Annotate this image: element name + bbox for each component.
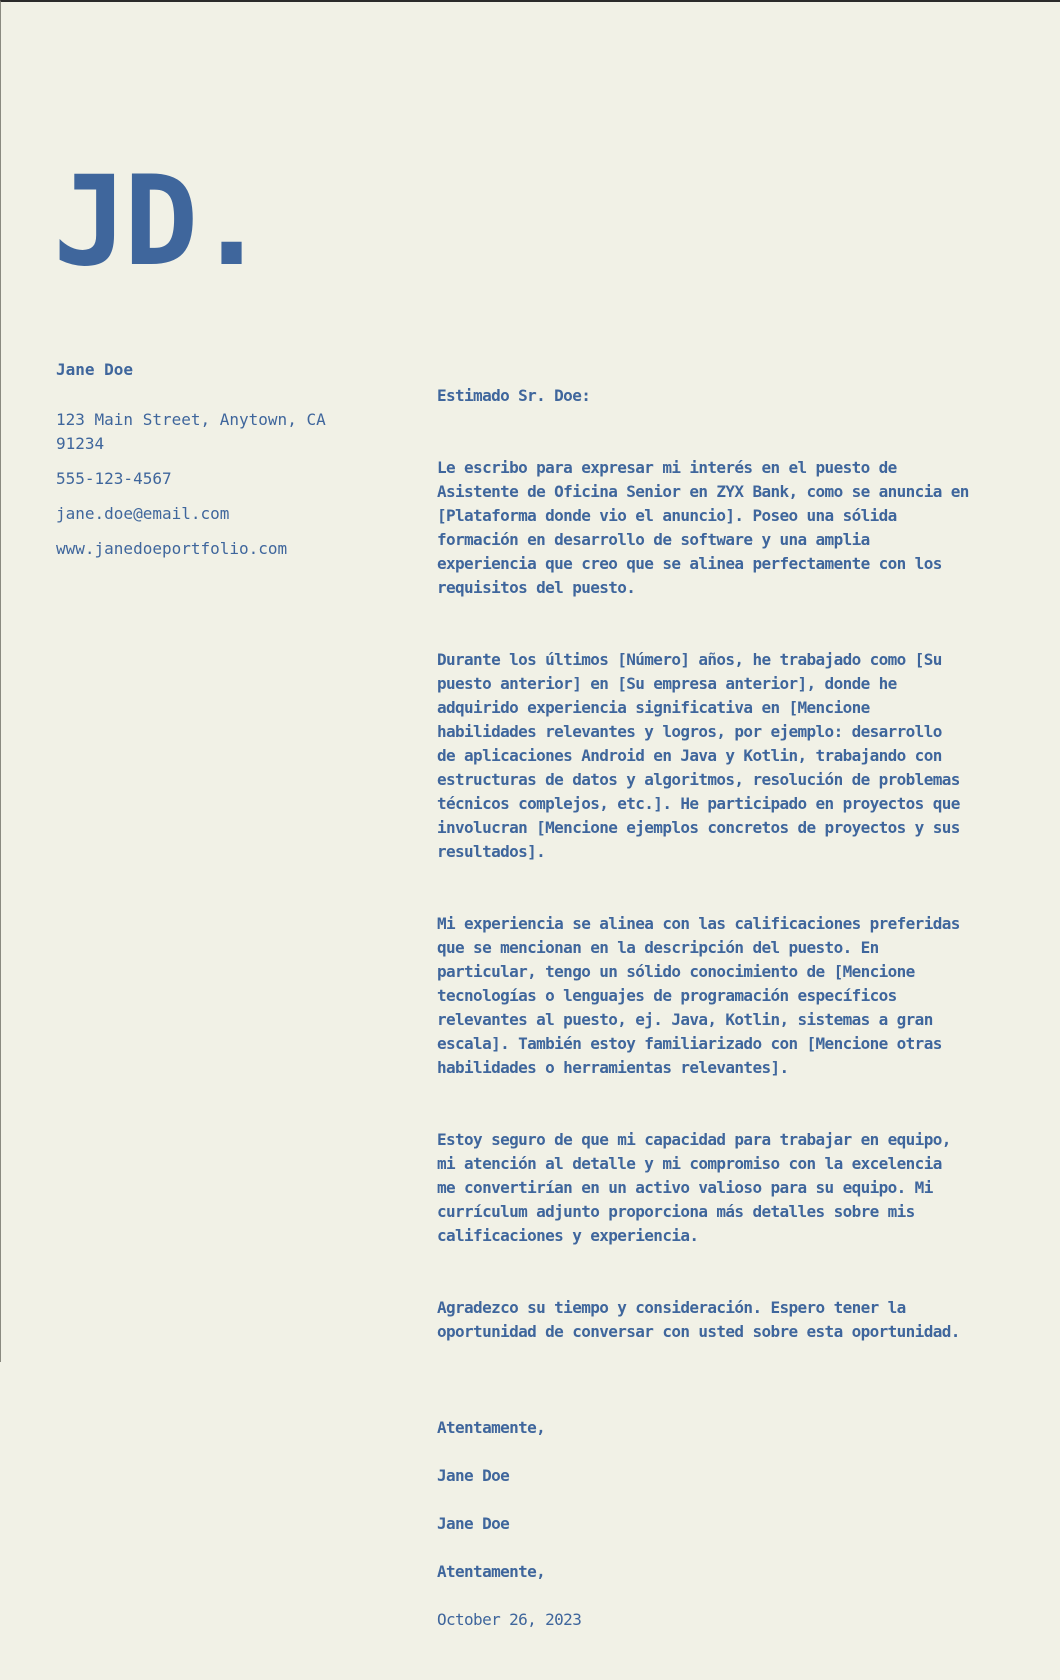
sender-phone: 555-123-4567 [56,469,172,488]
sender-website[interactable]: www.janedoeportfolio.com [56,539,288,558]
letter-paragraph: Estoy seguro de que mi capacidad para trabajar en equipo, mi atención al detalle y mi compromiso con la excelencia me convertirían en un activo valioso para su equipo. Mi currículum adjunto proporciona más detalles sobre mis calificaciones y experiencia. [437,1130,951,1245]
letter-salutation: Estimado Sr. Doe: [437,386,591,405]
letter-closing-repeat: Atentamente, [437,1562,546,1581]
signature-name-repeat: Jane Doe [437,1514,510,1533]
letter-date: October 26, 2023 [437,1610,582,1629]
sender-name: Jane Doe [56,360,134,379]
letter-paragraph: Le escribo para expresar mi interés en el puesto de Asistente de Oficina Senior en ZYX Bank, como se anuncia en [Plataforma donde vio el anuncio]. Poseo una sólida formación en desarrollo de software y una amplia experiencia que creo que se alinea perfectamente con los requisitos del puesto. [437,458,969,597]
letter-body [437,360,1022,1680]
sender-contact-block [56,358,356,572]
letter-paragraph: Mi experiencia se alinea con las calificaciones preferidas que se mencionan en la descripción del puesto. En particular, tengo un sólido conocimiento de [Mencione tecnologías o lenguajes de programación específicos relevantes al puesto, ej. Java, Kotlin, sistemas a gran escala]. También estoy familiarizado con [Mencione otras habilidades o herramientas relevantes]. [437,914,960,1077]
sender-email[interactable]: jane.doe@email.com [56,504,230,523]
signature-name: Jane Doe [437,1466,510,1485]
letter-paragraph: Agradezco su tiempo y consideración. Espero tener la oportunidad de conversar con usted sobre esta oportunidad. [437,1298,960,1341]
sender-address: 123 Main Street, Anytown, CA 91234 [56,410,326,453]
letter-closing: Atentamente, [437,1418,546,1437]
letter-closing-block [437,1392,1022,1656]
monogram-logo: JD. [53,150,265,294]
letter-paragraph: Durante los últimos [Número] años, he trabajado como [Su puesto anterior] en [Su empresa anterior], donde he adquirido experiencia significativa en [Mencione habilidades relevantes y logros, por ejemplo: desarrollo de aplicaciones Android en Java y Kotlin, trabajando con estructuras de datos y algoritmos, resolución de problemas técnicos complejos, etc.]. He participado en proyectos que involucran [Mencione ejemplos concretos de proyectos y sus resultados]. [437,650,960,861]
